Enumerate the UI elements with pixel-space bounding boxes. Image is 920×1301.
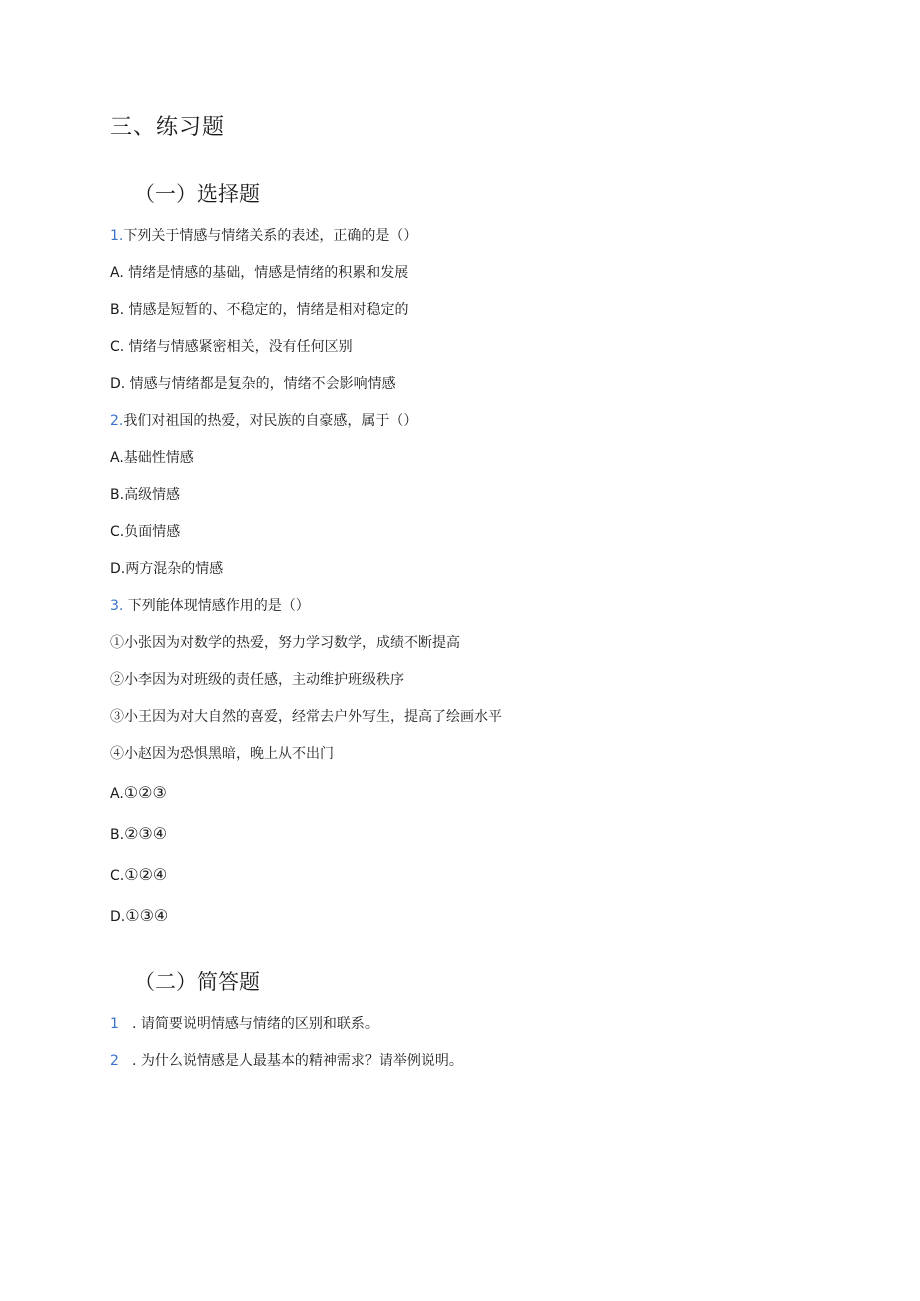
q3-statement-2: ②小李因为对班级的责任感，主动维护班级秩序	[110, 672, 404, 688]
q3-option-b	[110, 824, 167, 845]
q3-option-a	[110, 783, 167, 804]
q3-statement-4: ④小赵因为恐惧黑暗，晚上从不出门	[110, 746, 334, 762]
option-letter: A.	[110, 786, 124, 802]
choice-heading: （一）选择题	[134, 182, 260, 206]
short-answer-heading: （二）简答题	[134, 970, 260, 994]
question-text: . 请简要说明情感与情绪的区别和联系。	[132, 1016, 379, 1032]
option-text: 高级情感	[124, 487, 181, 503]
question-text: 下列关于情感与情绪关系的表述，正确的是（）	[123, 228, 418, 244]
q1-option-d	[110, 374, 396, 394]
option-letter: D.	[110, 561, 126, 577]
option-letter: D.	[110, 376, 126, 392]
option-text: 情绪与情感紧密相关，没有任何区别	[124, 339, 353, 355]
option-text: ①②③	[123, 783, 167, 802]
short-answer-question-2	[110, 1051, 463, 1071]
question-text: 下列能体现情感作用的是（）	[123, 598, 310, 614]
question-1	[110, 226, 417, 246]
option-text: 两方混杂的情感	[125, 561, 224, 577]
question-2	[110, 411, 417, 431]
q3-statement-3: ③小王因为对大自然的喜爱，经常去户外写生，提高了绘画水平	[110, 709, 502, 725]
q1-option-c	[110, 337, 353, 357]
option-letter: C.	[110, 868, 125, 884]
option-text: 负面情感	[124, 524, 181, 540]
question-3	[110, 596, 310, 616]
option-letter: B.	[110, 827, 125, 843]
option-letter: D.	[110, 909, 126, 925]
question-number: 3.	[110, 598, 124, 614]
q3-option-d	[110, 906, 168, 927]
option-letter: A.	[110, 265, 124, 281]
option-text: 基础性情感	[123, 450, 194, 466]
question-number: 2.	[110, 413, 124, 429]
q1-option-a	[110, 263, 408, 283]
option-text: ①③④	[125, 906, 169, 925]
option-letter: B.	[110, 302, 125, 318]
question-number: 1.	[110, 228, 124, 244]
q2-option-d	[110, 559, 223, 579]
option-text: 情感与情绪都是复杂的，情绪不会影响情感	[125, 376, 396, 392]
option-text: 情感是短暂的、不稳定的，情绪是相对稳定的	[124, 302, 409, 318]
option-text: 情绪是情感的基础，情感是情绪的积累和发展	[123, 265, 409, 281]
option-letter: C.	[110, 524, 125, 540]
question-text: 我们对祖国的热爱，对民族的自豪感，属于（）	[123, 413, 418, 429]
option-text: ②③④	[124, 824, 168, 843]
option-letter: A.	[110, 450, 124, 466]
q2-option-b	[110, 485, 180, 505]
q2-option-c	[110, 522, 180, 542]
question-text: . 为什么说情感是人最基本的精神需求？请举例说明。	[132, 1053, 463, 1069]
section-title: 三、练习题	[110, 115, 226, 140]
q2-option-a	[110, 448, 194, 468]
q1-option-b	[110, 300, 409, 320]
q3-option-c	[110, 865, 167, 886]
question-number: 1	[110, 1016, 119, 1032]
option-letter: B.	[110, 487, 125, 503]
question-number: 2	[110, 1053, 119, 1069]
q3-statement-1: ①小张因为对数学的热爱，努力学习数学，成绩不断提高	[110, 635, 460, 651]
option-letter: C.	[110, 339, 125, 355]
option-text: ①②④	[124, 865, 168, 884]
short-answer-question-1	[110, 1014, 379, 1034]
